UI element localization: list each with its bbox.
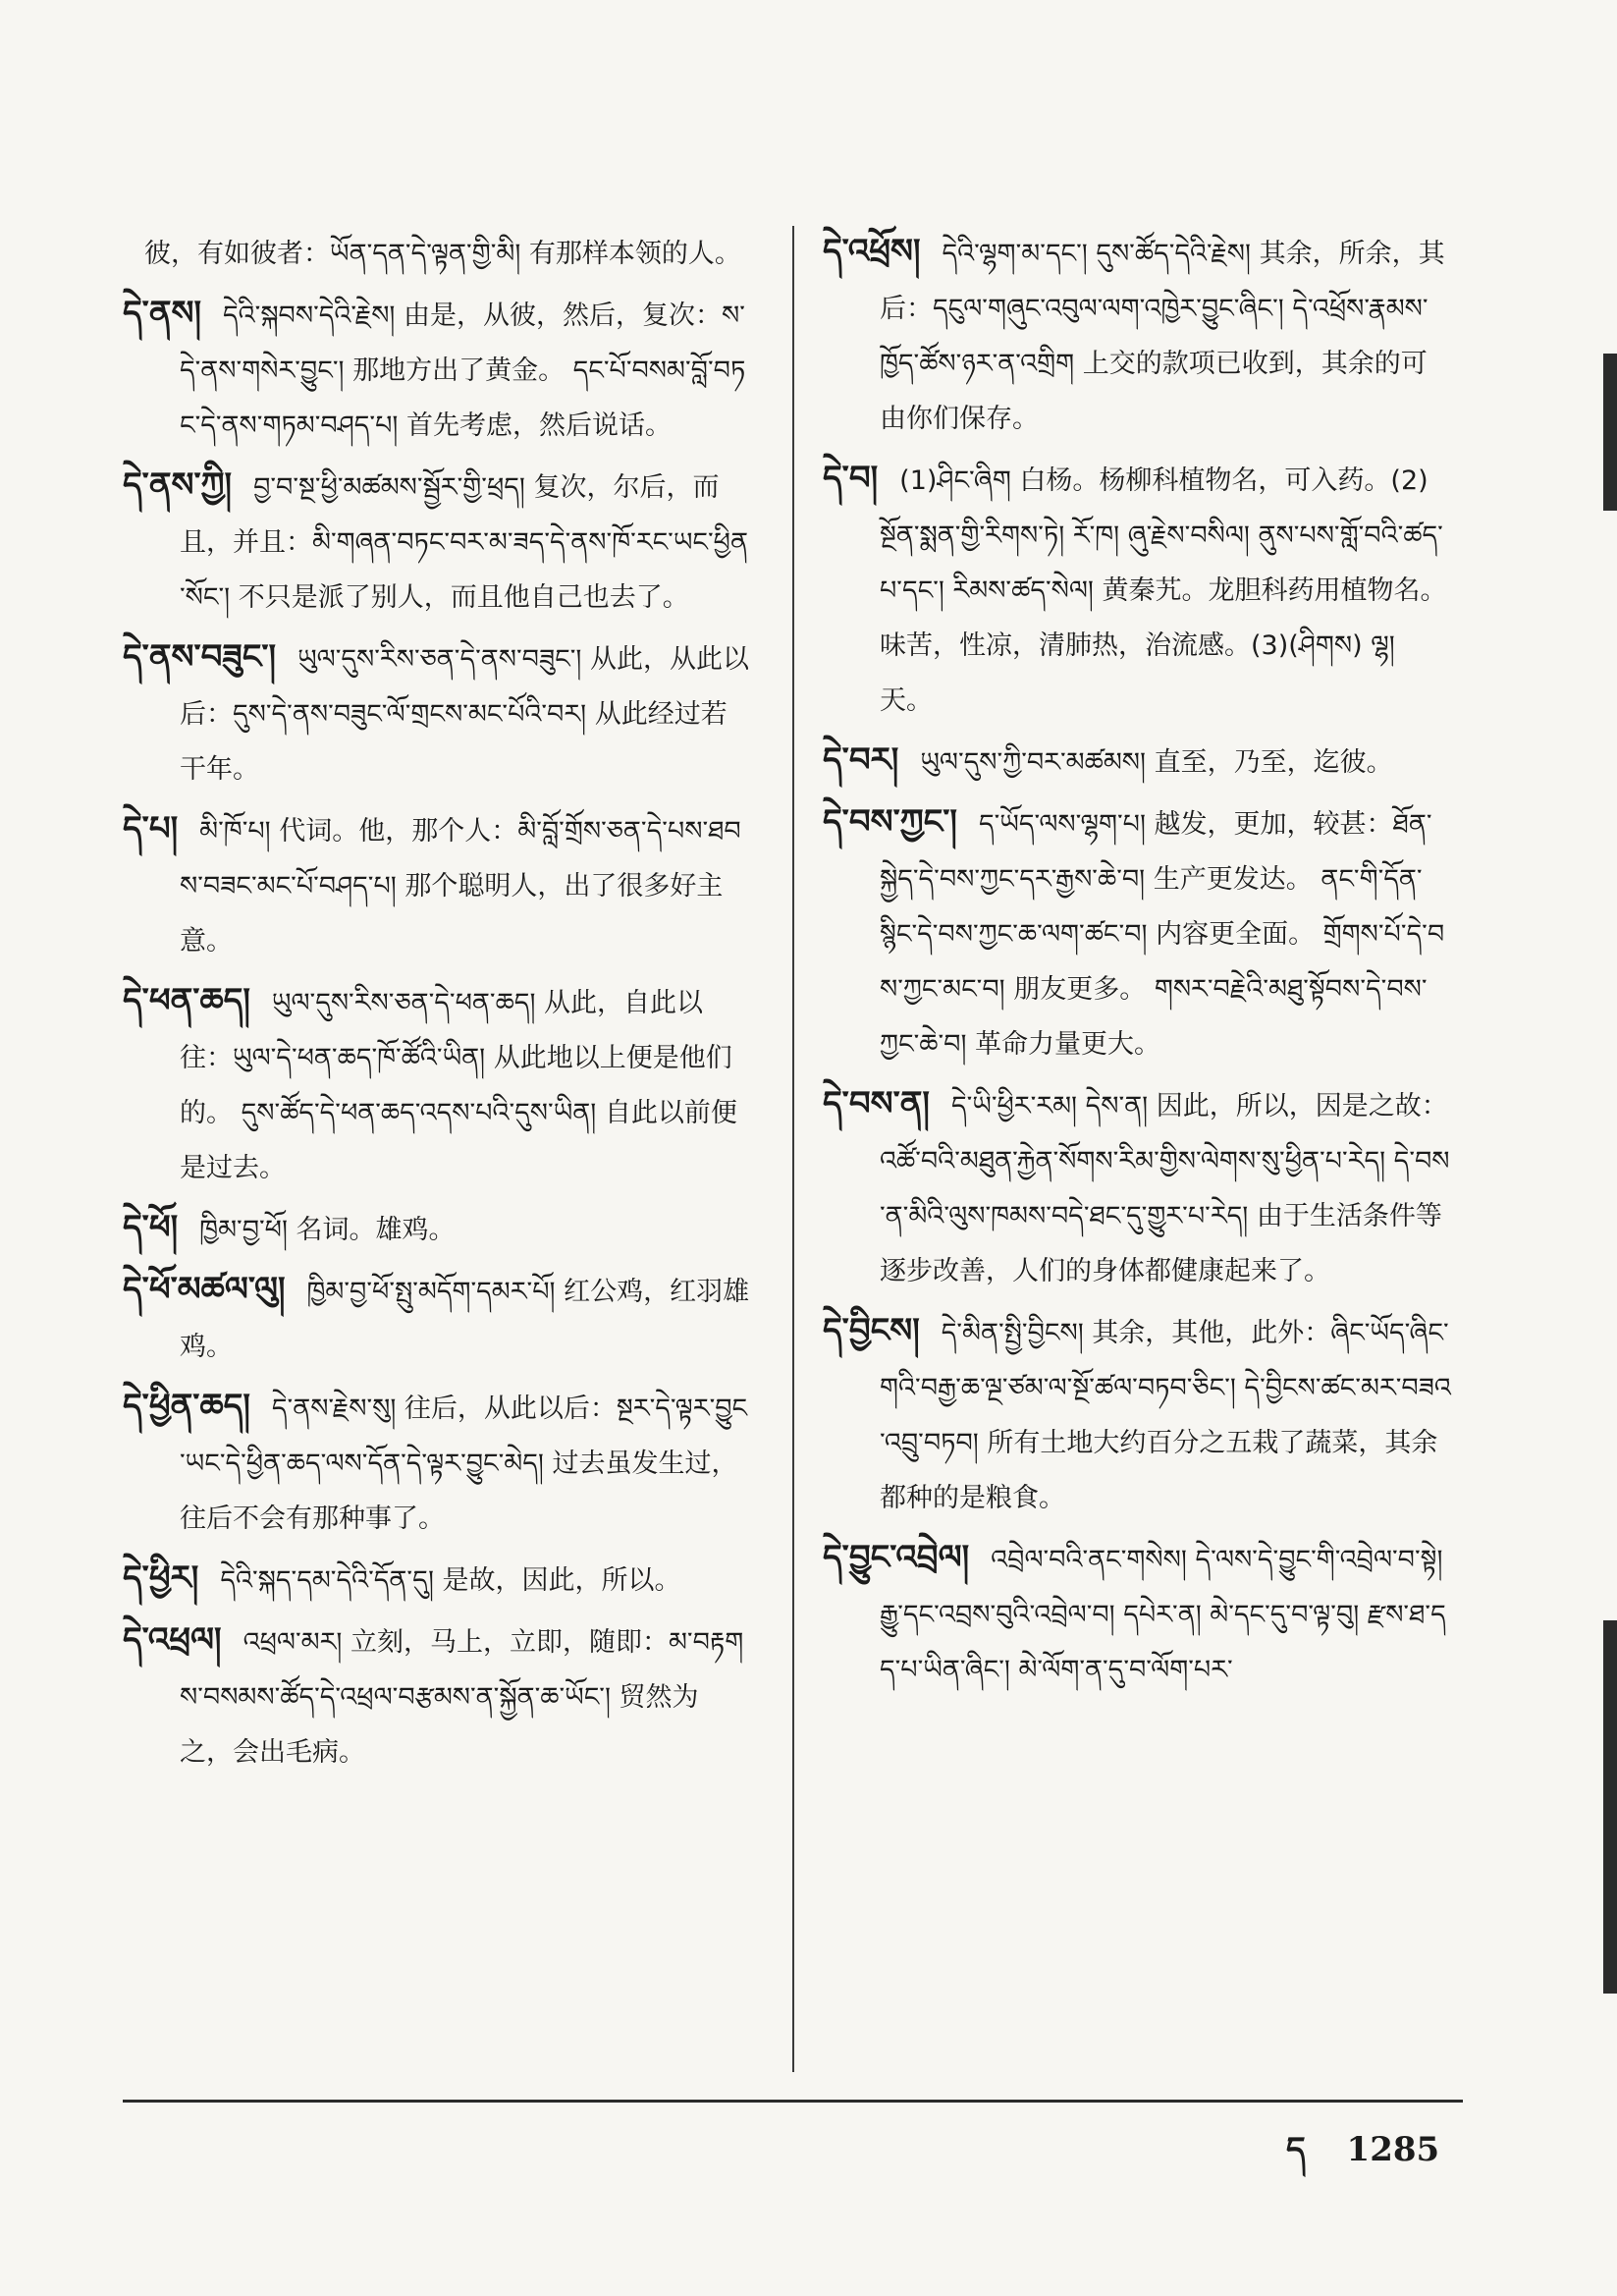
definition: འབྲེལ་བའི་ནང་གསེས། དེ་ལས་དེ་བྱུང་གི་འབྲེལ་བ་སྟེ། རྒྱུ་དང་འབྲས་བུའི་འབྲེལ་བ། དཔེར་ན། མེ་དང་དུ་བ་ལྟ་བུ། རྫས་ཐ་དད་པ་ཡིན་ཞིང་། མེ་ལོག་ན་དུ་བ་ལོག་པར་: [880, 1545, 1446, 1685]
entry: [123, 458, 751, 626]
headword: དེ་ཕྱིར།: [123, 1558, 199, 1598]
entry: [123, 224, 751, 282]
entry: [123, 1379, 751, 1547]
scan-edge-mark: [1603, 1620, 1617, 1994]
entry: [123, 1262, 751, 1375]
definition: 彼，有如彼者：ཡོན་དན་དེ་ལྟན་གྱི་མི། 有那样本领的人。: [144, 239, 741, 269]
definition: ཡུལ་དུས་རིས་ཅན་དེ་ནས་བཟུང་། 从此，从此以后：དུས་དེ་ནས་བཟུང་ལོ་གྲངས་མང་པོའི་བར། 从此经过若干年。: [180, 644, 749, 785]
page-footer: [1286, 2111, 1439, 2206]
entry: [823, 794, 1451, 1072]
headword: དེ་འཕྲལ།: [123, 1620, 222, 1660]
left-column: [123, 224, 751, 1784]
definition: དེ་ནས་རྗེས་སུ། 往后，从此以后：སྔར་དེ་ལྟར་བྱུང་ཡང་དེ་ཕྱིན་ཆད་ལས་དོན་དེ་ལྟར་བྱུང་མེད། 过去虽发生过，往后不会有那种事了。: [180, 1394, 748, 1534]
headword: དེ་བར།: [823, 740, 899, 780]
headword: དེ་ཕོ།: [123, 1208, 179, 1247]
definition: ད་ཡོད་ལས་ལྷག་པ། 越发，更加，较甚：ཐོན་སྐྱེད་དེ་བས་ཀྱང་དར་རྒྱས་ཆེ་བ། 生产更发达。 ནང་གི་དོན་སྙིང་དེ་བས་ཀྱང་ཆ་ལག་ཚང་བ། 内容更全面。 གྲོགས་པོ་དེ་བས་ཀྱང་མང་བ། 朋友更多。 གསར་བརྗེའི་མཐུ་སྟོབས་དེ་བས་ཀྱང་ཆེ་བ། 革命力量更大。: [880, 809, 1445, 1060]
headword: དེ་བྱིངས།: [823, 1311, 920, 1350]
entry: [123, 1551, 751, 1609]
headword: དེ་ཕྱིན་ཆད།: [123, 1387, 250, 1426]
definition: ཡུལ་དུས་ཀྱི་བར་མཚམས། 直至，乃至，迄彼。: [920, 747, 1393, 778]
definition: དེའི་ལྷག་མ་དང་། དུས་ཚོད་དེའི་རྗེས། 其余，所余，其后：དངུལ་གཞུང་འབུལ་ལག་འཁྱེར་བྱུང་ཞིང་། དེ་འཕྲོས་རྣམས་ཁྱོད་ཚོས་ཉར་ན་འགྲིག 上交的款项已收到，其余的可由你们保存。: [880, 239, 1445, 434]
scan-edge-mark: [1603, 354, 1617, 511]
definition: དེའི་སྐད་དམ་དེའི་དོན་དུ། 是故，因此，所以。: [220, 1565, 681, 1596]
headword: དེ་ཕོ་མཚལ་ལུ།: [123, 1270, 286, 1309]
entry: [123, 973, 751, 1196]
definition: ཡུལ་དུས་རིས་ཅན་དེ་ཕན་ཆད། 从此，自此以往：ཡུལ་དེ་ཕན་ཆད་ཁོ་ཚོའི་ཡིན། 从此地以上便是他们的。 དུས་ཚོད་དེ་ཕན་ཆད་འདས་པའི་དུས་ཡིན། 自此以前便是过去。: [180, 988, 737, 1183]
section-letter: ད: [1286, 2130, 1306, 2169]
entry: [123, 1613, 751, 1780]
headword: དེ་ནས་བཟུང་།: [123, 637, 277, 677]
headword: དེ་འཕྲོས།: [823, 232, 921, 271]
entry: [123, 1200, 751, 1258]
entry: [123, 629, 751, 797]
definition: བྱ་བ་སྔ་ཕྱི་མཚམས་སྦྱོར་གྱི་ཕྲད། 复次，尔后，而且，并且：མི་གཞན་བཏང་བར་མ་ཟད་དེ་ནས་ཁོ་རང་ཡང་ཕྱིན་སོང་། 不只是派了别人，而且他自己也去了。: [180, 472, 748, 613]
definition: (1)ཤིང་ཞིག 白杨。杨柳科植物名，可入药。(2)སྔོན་སྨན་གྱི་རིགས་ཏེ། རོ་ཁ། ཞུ་རྗེས་བསིལ། ནུས་པས་གློ་བའི་ཚད་པ་དང་། རིམས་ཚད་སེལ། 黄秦艽。龙胆科药用植物名。味苦，性凉，清肺热，治流感。(3)(ཤིགས) ལྷ། 天。: [880, 465, 1447, 716]
definition: ཁྱིམ་བྱ་ཕོ། 名词。雄鸡。: [199, 1215, 456, 1245]
entry: [823, 224, 1451, 447]
definition: འཕྲལ་མར། 立刻，马上，立即，随即：མ་བརྟགས་བསམས་ཚོད་དེ་འཕྲལ་བརྩམས་ན་སྐྱོན་ཆ་ཡོང་། 贸然为之，会出毛病。: [180, 1627, 744, 1768]
headword: དེ་ནས་ཀྱི།: [123, 465, 233, 505]
headword: དེ་བ།: [823, 459, 879, 498]
entry: [823, 733, 1451, 791]
headword: དེ་ནས།: [123, 294, 202, 333]
definition: དེ་ཡི་ཕྱིར་རམ། དེས་ན། 因此，所以，因是之故：འཚོ་བའི་མཐུན་རྐྱེན་སོགས་རིམ་གྱིས་ལེགས་སུ་ཕྱིན་པ་རེད། དེ་བས་ན་མིའི་ལུས་ཁམས་བདེ་ཐང་དུ་གྱུར་པ་རེད། 由于生活条件等逐步改善，人们的身体都健康起来了。: [880, 1091, 1450, 1286]
right-column: [823, 224, 1451, 1702]
entry: [823, 1303, 1451, 1526]
footer-rule: [123, 2100, 1463, 2103]
entry: [823, 1530, 1451, 1698]
headword: དེ་བས་ན།: [823, 1084, 930, 1123]
entry: [123, 286, 751, 454]
entry: [123, 801, 751, 969]
definition: དེའི་སྐབས་དེའི་རྗེས། 由是，从彼，然后，复次：ས་དེ་ནས་གསེར་བྱུང་། 那地方出了黄金。 དང་པོ་བསམ་བློ་བཏང་དེ་ནས་གཏམ་བཤད་པ། 首先考虑，然后说话。: [180, 301, 746, 441]
entry: [823, 451, 1451, 729]
headword: དེ་བྱུང་འབྲེལ།: [823, 1538, 970, 1577]
headword: དེ་པ།: [123, 809, 179, 848]
headword: དེ་ཕན་ཆད།: [123, 981, 250, 1020]
headword: དེ་བས་ཀྱང་།: [823, 802, 957, 842]
definition: ཁྱིམ་བྱ་ཕོ་སྤུ་མདོག་དམར་པོ། 红公鸡，红羽雄鸡。: [180, 1277, 750, 1362]
page-number: 1285: [1346, 2130, 1440, 2169]
definition: དེ་མིན་སྤྱི་བྱིངས། 其余，其他，此外：ཞིང་ཡོད་ཞིང་གའི་བརྒྱ་ཆ་ལྔ་ཙམ་ལ་སྔོ་ཚལ་བཏབ་ཅིང་། དེ་བྱིངས་ཚང་མར་བཟའ་འབྲུ་བཏབ། 所有土地大约百分之五栽了蔬菜，其余都种的是粮食。: [880, 1318, 1451, 1513]
definition: མི་ཁོ་པ། 代词。他，那个人：མི་བློ་གྲོས་ཅན་དེ་པས་ཐབས་བཟང་མང་པོ་བཤད་པ། 那个聪明人，出了很多好主意。: [180, 816, 741, 957]
entry: [823, 1076, 1451, 1299]
column-divider: [792, 226, 794, 2072]
